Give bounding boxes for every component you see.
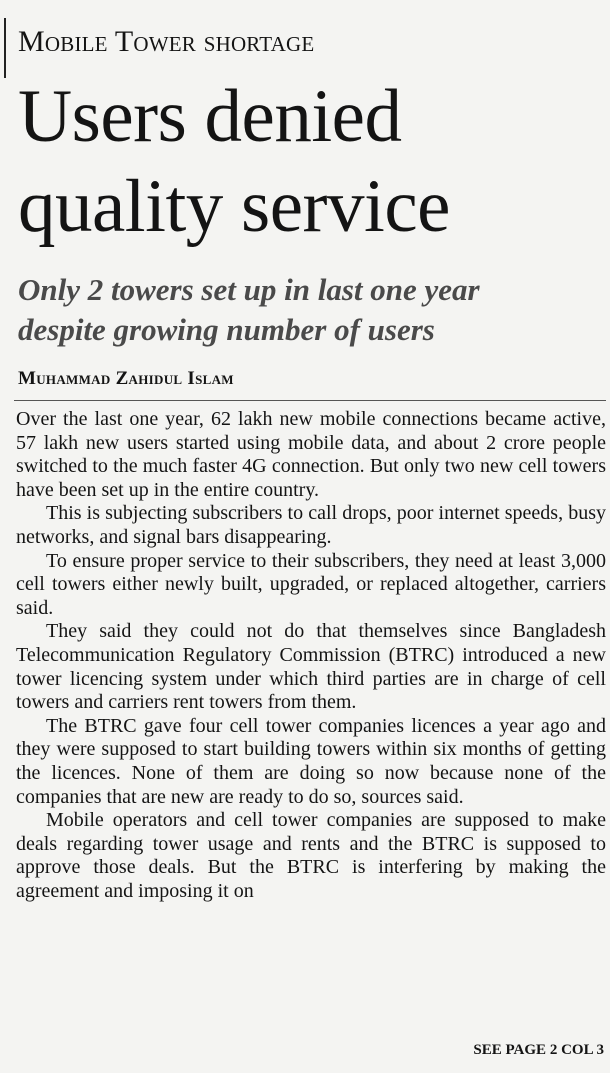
subheadline-line: Only 2 towers set up in last one year (18, 272, 480, 307)
subheadline-line: despite growing number of users (18, 312, 435, 347)
paragraph: Over the last one year, 62 lakh new mobile connections became active, 57 lakh new users started using mobile data, and about 2 crore people switched to the much faster 4G connection. But only two new cell towers have been set up in the entire country. (16, 408, 606, 501)
continued-jump-line: SEE PAGE 2 COL 3 (473, 1042, 604, 1058)
headline (18, 72, 608, 252)
paragraph: This is subjecting subscribers to call drops, poor internet speeds, busy networks, and signal bars disappearing. (16, 502, 606, 548)
divider (14, 400, 606, 401)
column-rule (4, 18, 6, 78)
byline: Muhammad Zahidul Islam (18, 368, 234, 389)
subheadline (18, 270, 608, 350)
kicker: Mobile Tower shortage (18, 25, 315, 58)
paragraph: The BTRC gave four cell tower companies licences a year ago and they were supposed to start building towers within six months of getting the licences. None of them are doing so now because none of the companies that are new are ready to do so, sources said. (16, 714, 606, 808)
headline-line: Users denied (18, 75, 402, 158)
headline-line: quality service (18, 165, 450, 248)
article-body (16, 408, 606, 903)
paragraph: To ensure proper service to their subscribers, they need at least 3,000 cell towers either newly built, upgraded, or replaced altogether, carriers said. (16, 549, 606, 619)
paragraph: Mobile operators and cell tower companies are supposed to make deals regarding tower usage and rents and the BTRC is supposed to approve those deals. But the BTRC is interfering by making the agreement and imposing it on (16, 809, 606, 902)
paragraph: They said they could not do that themselves since Bangladesh Telecommunication Regulatory Commission (BTRC) introduced a new tower licencing system under which third parties are in charge of cell towers and carriers rent towers from them. (16, 620, 606, 714)
